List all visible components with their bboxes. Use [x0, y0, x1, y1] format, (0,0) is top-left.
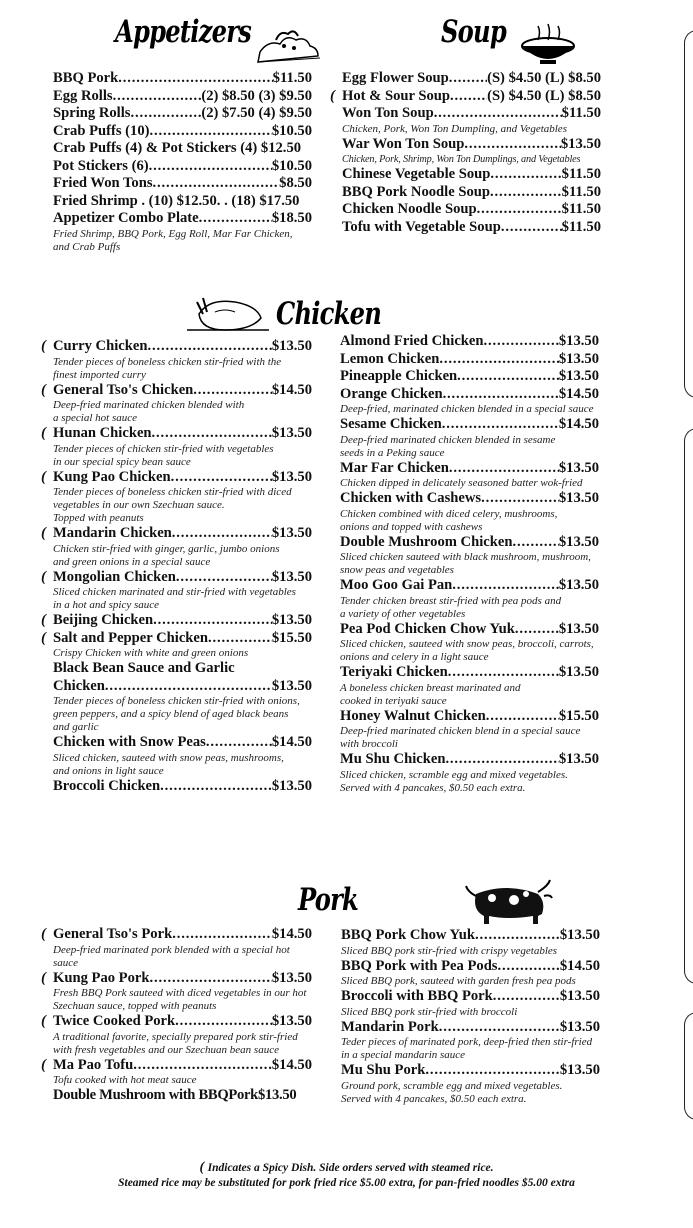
- pepper-icon: (: [41, 1056, 46, 1073]
- pepper-icon: (: [41, 381, 46, 398]
- item-name: Mar Far Chicken: [340, 459, 449, 476]
- item-price: $11.50: [561, 183, 601, 200]
- item-name: Double Mushroom Chicken: [340, 533, 513, 550]
- item-description: Fresh BBQ Pork sauteed with diced vegetables in our hot Szechuan sauce, topped with peanuts: [53, 987, 307, 1012]
- item-description: Tender pieces of boneless chicken stir-fried with the finest imported curry: [53, 355, 282, 381]
- item-name: Teriyaki Chicken: [340, 664, 448, 680]
- pepper-icon: (: [41, 612, 46, 628]
- item-price: $13.50: [271, 568, 312, 585]
- item-description: Tender chicken breast stir-fried with pea pods and a variety of other vegetables: [340, 594, 562, 620]
- menu-item: [41, 525, 312, 569]
- menu-item: [340, 386, 599, 417]
- menu-item: [342, 201, 601, 219]
- item-price: (2) $7.50 (4) $9.50: [201, 105, 312, 121]
- item-price: $14.50: [558, 416, 599, 432]
- menu-item: [41, 1013, 312, 1057]
- menu-item: [41, 425, 312, 469]
- item-price: $11.50: [272, 70, 312, 86]
- item-name: Tofu with Vegetable Soup: [342, 218, 501, 235]
- pepper-icon: (: [41, 525, 46, 541]
- item-price: (S) $4.50 (L) $8.50: [487, 87, 601, 104]
- item-name: Orange Chicken: [340, 385, 443, 402]
- item-price: $13.50: [271, 677, 312, 694]
- item-name: Mu Shu Chicken: [340, 751, 446, 767]
- item-description: Sliced BBQ pork, sauteed with garden fresh pea pods: [341, 975, 576, 987]
- footer-line-1: Indicates a Spicy Dish. Side orders served with steamed rice.: [207, 1162, 494, 1174]
- item-name: Egg Flower Soup: [342, 70, 449, 86]
- item-price: $14.50: [559, 957, 600, 974]
- item-price: $13.50: [271, 1013, 312, 1029]
- item-price: $18.50: [271, 210, 312, 226]
- menu-item: [53, 1087, 312, 1105]
- menu-item: [341, 958, 600, 989]
- menu-item: [53, 678, 312, 735]
- appetizers-title: Appetizers: [115, 14, 251, 50]
- item-price: $13.50: [559, 1018, 600, 1035]
- footer-note: [0, 1160, 693, 1176]
- item-name: Pot Stickers (6): [53, 157, 149, 174]
- item-price: $13.50: [558, 577, 599, 593]
- menu-item: [41, 568, 312, 613]
- item-name: Pineapple Chicken: [340, 368, 458, 384]
- pig-icon: [462, 878, 554, 926]
- item-name: Twice Cooked Pork: [53, 1013, 176, 1029]
- item-name: General Tso's Chicken: [53, 381, 194, 398]
- pepper-icon: (: [41, 629, 46, 646]
- menu-item: [53, 158, 312, 176]
- item-name: Curry Chicken: [53, 338, 148, 354]
- item-description: Chicken dipped in delicately seasoned batter wok-fried: [340, 477, 583, 489]
- item-price: $13.50: [271, 468, 312, 485]
- appetizers-list: [53, 70, 312, 254]
- item-price: $13.50: [558, 368, 599, 384]
- item-name: Broccoli with BBQ Pork: [341, 988, 493, 1004]
- item-price: $11.50: [561, 201, 601, 217]
- pepper-icon: (: [41, 1013, 46, 1029]
- menu-item: [41, 468, 312, 526]
- item-description: Chicken, Pork, Shrimp, Won Ton Dumplings, and Vegetables: [342, 154, 581, 165]
- item-price: $13.50: [271, 338, 312, 354]
- menu-item: [53, 660, 312, 678]
- menu-item: [340, 621, 599, 665]
- item-name: Broccoli Chicken: [53, 777, 161, 794]
- item-name: General Tso's Pork: [53, 926, 173, 942]
- menu-item: [340, 490, 599, 534]
- item-price: $13.50: [271, 777, 312, 794]
- menu-item: [53, 778, 312, 796]
- menu-item: [340, 351, 599, 369]
- menu-item: [342, 184, 601, 202]
- menu-item: [41, 629, 312, 661]
- item-description: Sliced chicken, sauteed with snow peas, mushrooms, and onions in light sauce: [53, 751, 284, 777]
- item-description: Sliced chicken marinated and stir-fried with vegetables in a hot and spicy sauce: [53, 586, 296, 611]
- menu-item: [41, 612, 312, 630]
- item-name: Spring Rolls: [53, 105, 131, 121]
- item-description: Sliced chicken, scramble egg and mixed vegetables. Served with 4 pancakes, $0.50 each extra.: [340, 768, 568, 794]
- item-description: Chicken stir-fried with ginger, garlic, jumbo onions and green onions in a special sauce: [53, 542, 280, 568]
- menu-item: [41, 1056, 312, 1088]
- pepper-icon: (: [41, 468, 46, 485]
- menu-item: [340, 577, 599, 621]
- item-name: Chinese Vegetable Soup: [342, 166, 491, 182]
- item-description: A boneless chicken breast marinated and cooked in teriyaki sauce: [340, 681, 521, 707]
- soup-title: Soup: [441, 14, 506, 50]
- footer-line-2: Steamed rice may be substituted for pork fried rice $5.00 extra, for pan-fried noodles $5.00 extra: [118, 1177, 575, 1189]
- item-price: $14.50: [271, 926, 312, 942]
- menu-item: [340, 534, 599, 578]
- item-name: Won Ton Soup: [342, 105, 434, 121]
- item-name: Ma Pao Tofu: [53, 1056, 134, 1073]
- item-name: Sesame Chicken: [340, 416, 442, 432]
- edge-frame: [684, 30, 693, 398]
- item-price: $13.50: [558, 333, 599, 349]
- item-price: $13.50: [559, 1062, 600, 1078]
- item-description: Deep-fried, marinated chicken blended in a special sauce: [340, 403, 594, 415]
- item-description: Chicken, Pork, Won Ton Dumpling, and Vegetables: [342, 122, 567, 135]
- menu-item: [340, 460, 599, 491]
- pepper-icon: (: [199, 1160, 208, 1175]
- item-price: $13.50: [558, 664, 599, 680]
- menu-item: [53, 70, 312, 88]
- menu-item: [341, 1062, 600, 1106]
- item-name: BBQ Pork Chow Yuk: [341, 927, 475, 943]
- item-price: $13.50: [560, 135, 601, 152]
- item-description: Deep-fried marinated chicken blend in a special sauce with broccoli: [340, 725, 581, 750]
- item-price: $14.50: [271, 734, 312, 750]
- item-name: Lemon Chicken: [340, 350, 440, 367]
- menu-item: [53, 140, 312, 158]
- item-name: Almond Fried Chicken: [340, 333, 484, 349]
- item-price: $10.50: [271, 157, 312, 174]
- item-description: Sliced chicken sauteed with black mushroom, mushroom, snow peas and vegetables: [340, 551, 591, 576]
- item-name: Salt and Pepper Chicken: [53, 629, 209, 646]
- chicken-left-list: [41, 338, 312, 795]
- menu-item: [341, 988, 600, 1019]
- pepper-icon: (: [41, 568, 46, 585]
- item-name: Chicken Noodle Soup: [342, 201, 477, 217]
- item-description: Crispy Chicken with white and green onions: [53, 647, 249, 659]
- item-name: Crab Puffs (10): [53, 122, 150, 139]
- item-description: Deep-fried marinated chicken blended with a special hot sauce: [53, 399, 245, 424]
- menu-item: [41, 338, 312, 382]
- menu-item: [53, 210, 312, 254]
- menu-item: [53, 88, 312, 106]
- item-price: $13.50: [271, 969, 312, 986]
- item-price: $13.50: [558, 751, 599, 767]
- soup-list: [330, 70, 601, 236]
- item-price: $15.50: [558, 707, 599, 724]
- item-name: Hot & Sour Soup: [342, 87, 450, 104]
- item-name: Appetizer Combo Plate: [53, 210, 199, 226]
- item-description: Fried Shrimp, BBQ Pork, Egg Roll, Mar Far Chicken, and Crab Puffs: [53, 227, 293, 253]
- edge-frame: [684, 428, 693, 984]
- menu-item: [342, 105, 601, 136]
- item-description: Sliced BBQ pork stir-fried with crispy vegetables: [341, 944, 558, 957]
- menu-item: [341, 1019, 600, 1063]
- item-price: $11.50: [561, 218, 601, 235]
- item-price: $14.50: [271, 1056, 312, 1073]
- item-price: $13.50: [558, 459, 599, 476]
- item-price: $13.50: [559, 988, 600, 1004]
- item-price: $8.50: [279, 175, 312, 191]
- item-description: Ground pork, scramble egg and mixed vegetables. Served with 4 pancakes, $0.50 each extra.: [341, 1079, 563, 1105]
- item-description: Sliced BBQ pork stir-fried with broccoli: [341, 1005, 518, 1018]
- item-name: Chicken with Cashews: [340, 490, 482, 506]
- pepper-icon: (: [41, 338, 46, 354]
- item-price: (2) $8.50 (3) $9.50: [201, 87, 312, 104]
- item-name: Honey Walnut Chicken: [340, 707, 486, 724]
- item-description: Tofu cooked with hot meat sauce: [53, 1074, 197, 1086]
- item-name: Crab Puffs (4) & Pot Stickers (4) $12.50: [53, 140, 302, 156]
- chicken-title: Chicken: [276, 296, 381, 332]
- menu-item: [330, 87, 601, 106]
- item-description: Deep-fried marinated pork blended with a special hot sauce: [53, 943, 290, 969]
- item-price: $14.50: [271, 381, 312, 398]
- item-name: War Won Ton Soup: [342, 135, 465, 152]
- menu-item: [53, 193, 312, 211]
- item-name: Kung Pao Chicken: [53, 468, 171, 485]
- item-name: Kung Pao Pork: [53, 969, 150, 986]
- item-name: Fried Won Tons: [53, 175, 153, 191]
- chef-icon: [250, 22, 322, 66]
- item-description: Chicken combined with diced celery, mushrooms, onions and topped with cashews: [340, 507, 558, 533]
- menu-item: [53, 175, 312, 193]
- edge-frame: [684, 1012, 693, 1120]
- menu-item: [41, 926, 312, 970]
- item-description: Tender pieces of boneless chicken stir-fried with onions, green peppers, and a spicy blend of aged black beans and garlic: [53, 695, 300, 733]
- item-name: Black Bean Sauce and Garlic: [53, 660, 235, 676]
- item-name: Fried Shrimp . (10) $12.50. . (18) $17.50: [53, 192, 300, 209]
- menu-item: [41, 381, 312, 426]
- menu-item: [53, 734, 312, 778]
- pepper-icon: (: [330, 87, 335, 104]
- item-price: $13.50: [271, 525, 312, 541]
- item-price: $13.50: [558, 350, 599, 367]
- item-name: Hunan Chicken: [53, 425, 152, 441]
- item-name: Moo Goo Gai Pan: [340, 577, 453, 593]
- item-name: Pea Pod Chicken Chow Yuk: [340, 620, 515, 637]
- pepper-icon: (: [41, 926, 46, 942]
- menu-item: [340, 333, 599, 351]
- item-price: (S) $4.50 (L) $8.50: [487, 70, 601, 86]
- item-price: $10.50: [271, 122, 312, 139]
- item-name: Mandarin Pork: [341, 1018, 439, 1035]
- roast-chicken-icon: [185, 292, 271, 334]
- item-name: Mandarin Chicken: [53, 525, 172, 541]
- item-description: Tender pieces of boneless chicken stir-fried with diced vegetables in our own Szechuan sauce. Topped with peanuts: [53, 486, 292, 524]
- menu-item: [342, 166, 601, 184]
- item-price: $11.50: [561, 105, 601, 121]
- pepper-icon: (: [41, 425, 46, 441]
- menu-item: [340, 368, 599, 386]
- item-name: Chicken with Snow Peas: [53, 734, 206, 750]
- item-name: Chicken: [53, 677, 105, 694]
- item-name: BBQ Pork with Pea Pods: [341, 957, 498, 974]
- pepper-icon: (: [41, 969, 46, 986]
- pork-right-list: [341, 927, 600, 1106]
- item-description: Tender pieces of chicken stir-fried with vegetables in our special spicy bean sauce: [53, 442, 274, 468]
- soup-bowl-icon: [518, 20, 580, 68]
- item-name: Egg Rolls: [53, 87, 113, 104]
- menu-item: [341, 927, 600, 958]
- pork-left-list: [41, 926, 312, 1105]
- menu-item: [342, 136, 601, 167]
- chicken-right-list: [340, 333, 599, 795]
- item-price: $13.50: [558, 490, 599, 506]
- item-name: Double Mushroom with BBQPork$13.50: [53, 1087, 297, 1103]
- item-name: BBQ Pork Noodle Soup: [342, 183, 490, 200]
- item-price: $11.50: [561, 166, 601, 182]
- menu-item: [340, 751, 599, 795]
- item-description: Deep-fried marinated chicken blended in sesame seeds in a Peking sauce: [340, 433, 556, 459]
- item-name: Mongolian Chicken: [53, 568, 176, 585]
- item-name: Mu Shu Pork: [341, 1062, 426, 1078]
- item-price: $13.50: [559, 927, 600, 943]
- item-price: $13.50: [271, 425, 312, 441]
- menu-item: [41, 969, 312, 1014]
- item-description: Sliced chicken, sauteed with snow peas, broccoli, carrots, onions and celery in a light sauce: [340, 638, 594, 663]
- item-price: $15.50: [271, 629, 312, 646]
- item-description: Teder pieces of marinated pork, deep-fried then stir-fried in a special mandarin sauce: [341, 1036, 593, 1061]
- menu-item: [340, 664, 599, 708]
- item-description: A traditional favorite, specially prepared pork stir-fried with fresh vegetables and our Szechuan bean sauce: [53, 1030, 298, 1056]
- item-price: $13.50: [271, 612, 312, 628]
- menu-item: [342, 70, 601, 88]
- menu-item: [53, 105, 312, 123]
- menu-item: [53, 123, 312, 141]
- menu-item: [342, 219, 601, 237]
- item-name: Beijing Chicken: [53, 612, 154, 628]
- item-price: $13.50: [558, 533, 599, 550]
- menu-item: [340, 416, 599, 460]
- menu-item: [340, 708, 599, 752]
- item-price: $14.50: [558, 385, 599, 402]
- pork-title: Pork: [298, 882, 359, 918]
- item-price: $13.50: [558, 620, 599, 637]
- item-name: BBQ Pork: [53, 70, 119, 86]
